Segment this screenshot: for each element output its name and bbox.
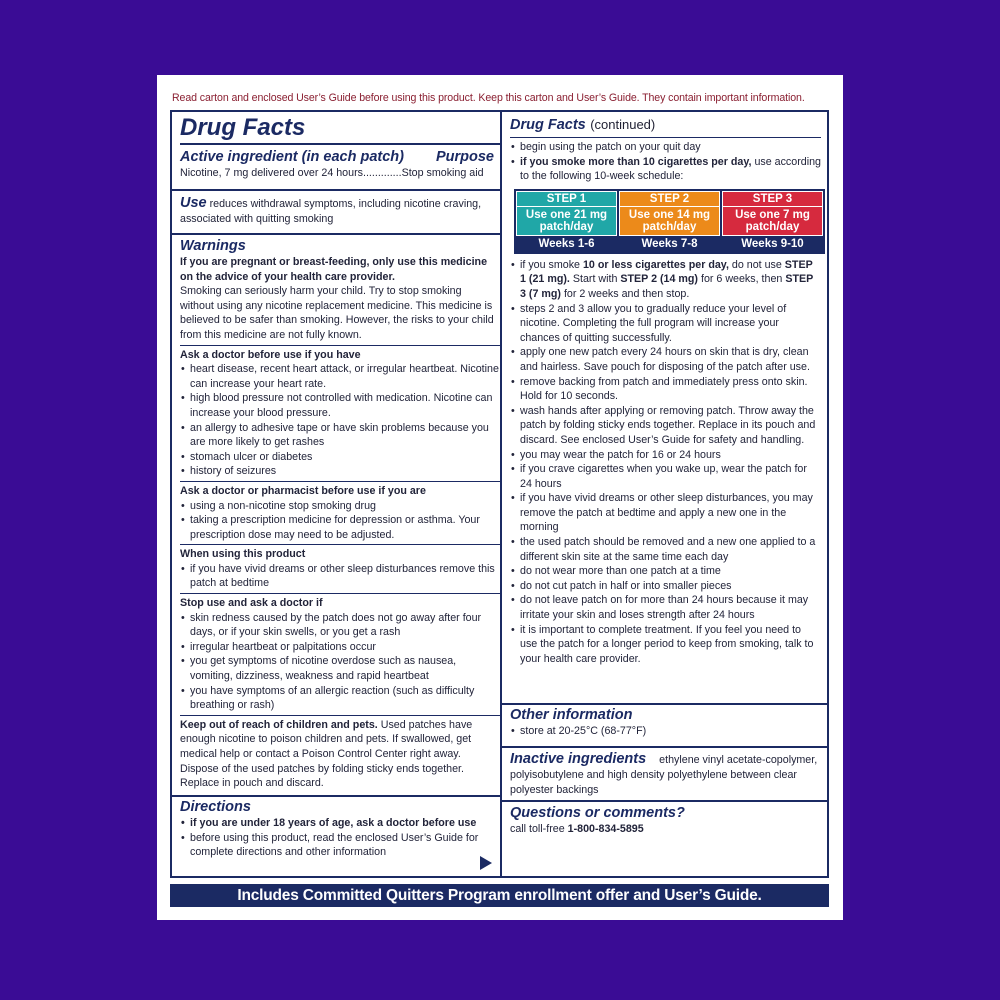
list-item: • begin using the patch on your quit day	[510, 140, 821, 155]
drug-facts-frame	[170, 110, 829, 878]
stop-use-list	[180, 611, 500, 713]
list-item: • it is important to complete treatment. If you feel you need to use the patch for a longer period to keep from smoking, talk to your health care provider.	[510, 623, 821, 667]
list-item: • you may wear the patch for 16 or 24 hours	[510, 448, 821, 463]
less-bold-3: STEP 2 (14 mg)	[620, 273, 698, 286]
less-text-3: Start with	[569, 273, 621, 286]
right-column	[502, 112, 827, 876]
keep-out-bold: Keep out of reach of children and pets.	[180, 718, 378, 731]
directions-section	[172, 797, 500, 876]
active-ingredient-heading: Active ingredient (in each patch)	[180, 149, 404, 165]
when-using-block	[180, 544, 500, 591]
ask-doctor-heading: Ask a doctor before use if you have	[180, 348, 361, 361]
other-information-heading: Other information	[510, 707, 633, 723]
smoke-more-text: use according to the following 10-week schedule:	[520, 155, 821, 183]
less-bold-1: 10 or less cigarettes per day,	[582, 258, 729, 271]
list-item: • remove backing from patch and immediately press onto skin. Hold for 10 seconds.	[510, 375, 821, 404]
intro-list	[510, 140, 821, 184]
list-item: • high blood pressure not controlled with medication. Nicotine can increase your blood pressure.	[180, 391, 500, 420]
questions-section	[502, 802, 827, 876]
list-item: • do not cut patch in half or into smaller pieces	[510, 579, 821, 594]
continued-label: (continued)	[590, 117, 656, 132]
pregnant-warning-bold: If you are pregnant or breast-feeding, only use this medicine on the advice of your health care provider.	[180, 256, 488, 283]
top-notice: Read carton and enclosed User’s Guide before using this product. Keep this carton and User’s Guide. They contain important information.	[172, 92, 805, 104]
step-1-label: STEP 1	[516, 191, 617, 207]
list-item: • you get symptoms of nicotine overdose such as nausea, vomiting, dizziness, weakness and rapid heartbeat	[180, 654, 500, 683]
list-item: • using a non-nicotine stop smoking drug	[180, 499, 500, 514]
directions-continued-section	[502, 112, 827, 705]
other-information-list	[510, 724, 821, 739]
ask-pharmacist-block	[180, 481, 500, 542]
less-text-1: if you smoke	[520, 258, 583, 271]
inactive-ingredients-section	[502, 748, 827, 802]
list-item: • wash hands after applying or removing patch. Throw away the patch by folding sticky ends together. Replace in its pouch and discard. See enclosed User’s Guide for safety and handling.	[510, 404, 821, 448]
less-text-2: do not use	[728, 258, 785, 271]
list-item: • history of seizures	[180, 464, 500, 479]
drug-facts-title: Drug Facts	[180, 114, 306, 141]
divider	[510, 137, 821, 138]
bottom-banner: Includes Committed Quitters Program enrollment offer and User’s Guide.	[170, 884, 829, 907]
directions-list	[180, 816, 494, 860]
active-ingredient-line: Nicotine, 7 mg delivered over 24 hours.............Stop smoking aid	[180, 167, 484, 179]
ask-pharmacist-list	[180, 499, 500, 543]
use-text: reduces withdrawal symptoms, including nicotine craving,	[209, 198, 482, 210]
list-item: • irregular heartbeat or palpitations occur	[180, 640, 500, 655]
less-bold-2: STEP 1 (21 mg).	[520, 258, 813, 286]
questions-heading: Questions or comments?	[510, 805, 685, 821]
list-item: • store at 20-25°C (68-77°F)	[510, 724, 821, 739]
left-column	[172, 112, 502, 876]
use-heading: Use	[180, 195, 207, 211]
less-bold-4: STEP 3 (7 mg)	[520, 273, 814, 300]
list-item: • if you have vivid dreams or other sleep disturbances remove this patch at bedtime	[180, 562, 500, 591]
list-item: • apply one new patch every 24 hours on skin that is dry, clean and hairless. Save pouch for disposing of the patch after use.	[510, 345, 821, 374]
directions-heading: Directions	[180, 799, 251, 815]
inactive-ingredients-text: ethylene vinyl acetate-copolymer, polyisobutylene and high density polyethylene between clear polyester backings	[510, 754, 818, 796]
when-using-list	[180, 562, 500, 591]
use-section	[172, 191, 500, 235]
title-active-section	[172, 112, 500, 191]
ask-doctor-block	[180, 345, 500, 479]
warnings-heading: Warnings	[180, 238, 246, 254]
list-item: • steps 2 and 3 allow you to gradually reduce your level of nicotine. Completing the full program will increase your chances of quitting successfully.	[510, 302, 821, 346]
list-item: • if you have vivid dreams or other sleep disturbances, you may remove the patch at bedtime and apply a new one in the morning	[510, 491, 821, 535]
when-using-heading: When using this product	[180, 548, 306, 561]
purpose-heading: Purpose	[435, 149, 494, 165]
list-item: • the used patch should be removed and a new one applied to a different skin site at the same time each day	[510, 535, 821, 564]
ask-pharmacist-heading: Ask a doctor or pharmacist before use if you are	[180, 484, 426, 497]
step-3-dose: Use one 7 mg patch/day	[722, 207, 823, 236]
stop-use-heading: Stop use and ask a doctor if	[180, 597, 323, 610]
list-item: • before using this product, read the enclosed User’s Guide for complete directions and other information	[180, 831, 494, 860]
list-item: • taking a prescription medicine for depression or asthma. Your prescription dose may need to be adjusted.	[180, 513, 500, 542]
smoke-more-bold: if you smoke more than 10 cigarettes per day,	[520, 155, 752, 168]
step-schedule-table	[514, 189, 825, 254]
step-2-dose: Use one 14 mg patch/day	[619, 207, 720, 236]
inactive-ingredients-heading: Inactive ingredients	[510, 751, 647, 767]
list-item: • do not wear more than one patch at a time	[510, 564, 821, 579]
list-item	[510, 155, 821, 184]
keep-out-text: Used patches have enough nicotine to poison children and pets. If swallowed, get medical help or contact a Poison Control Center right away. Dispose of the used patches by folding sticky ends together. Replace in pouch and discard.	[180, 718, 473, 790]
step-2-label: STEP 2	[619, 191, 720, 207]
list-item: • if you are under 18 years of age, ask a doctor before use	[180, 816, 494, 831]
list-item: • skin redness caused by the patch does not go away after four days, or if your skin swells, or you get a rash	[180, 611, 500, 640]
list-item: • you have symptoms of an allergic reaction (such as difficulty breathing or rash)	[180, 684, 500, 713]
list-item: • if you crave cigarettes when you wake up, wear the patch for 24 hours	[510, 462, 821, 491]
other-information-section	[502, 705, 827, 748]
step-3-weeks: Weeks 9-10	[722, 237, 823, 252]
questions-text: call toll-free	[510, 823, 568, 835]
drug-facts-panel	[157, 75, 843, 920]
list-item: • an allergy to adhesive tape or have skin problems because you are more likely to get rashes	[180, 421, 500, 450]
pregnant-warning-text: Smoking can seriously harm your child. Try to stop smoking without using any nicotine replacement medicine. This medicine is believed to be safer than smoking. However, the risks to your child from this medicine are not fully known.	[180, 285, 494, 341]
stop-use-block	[180, 593, 500, 713]
step-1-dose: Use one 21 mg patch/day	[516, 207, 617, 236]
use-text-2: associated with quitting smoking	[180, 213, 334, 225]
step-1-weeks: Weeks 1-6	[516, 237, 617, 252]
list-item	[510, 258, 821, 302]
list-item: • do not leave patch on for more than 24 hours because it may irritate your skin and loses strength after 24 hours	[510, 593, 821, 622]
keep-out-block	[180, 715, 500, 791]
active-ingredient-header	[180, 143, 500, 166]
list-item: • stomach ulcer or diabetes	[180, 450, 500, 465]
continued-title: Drug Facts	[510, 117, 586, 133]
directions-continued-list	[510, 258, 821, 667]
less-text-4: for 6 weeks, then	[698, 273, 786, 286]
ask-doctor-list	[180, 362, 500, 479]
step-2-weeks: Weeks 7-8	[619, 237, 720, 252]
less-text-5: for 2 weeks and then stop.	[560, 287, 690, 300]
continue-arrow-icon	[480, 856, 492, 870]
list-item: • heart disease, recent heart attack, or irregular heartbeat. Nicotine can increase your heart rate.	[180, 362, 500, 391]
step-3-label: STEP 3	[722, 191, 823, 207]
warnings-section	[172, 235, 500, 797]
phone-number: 1-800-834-5895	[567, 823, 644, 835]
